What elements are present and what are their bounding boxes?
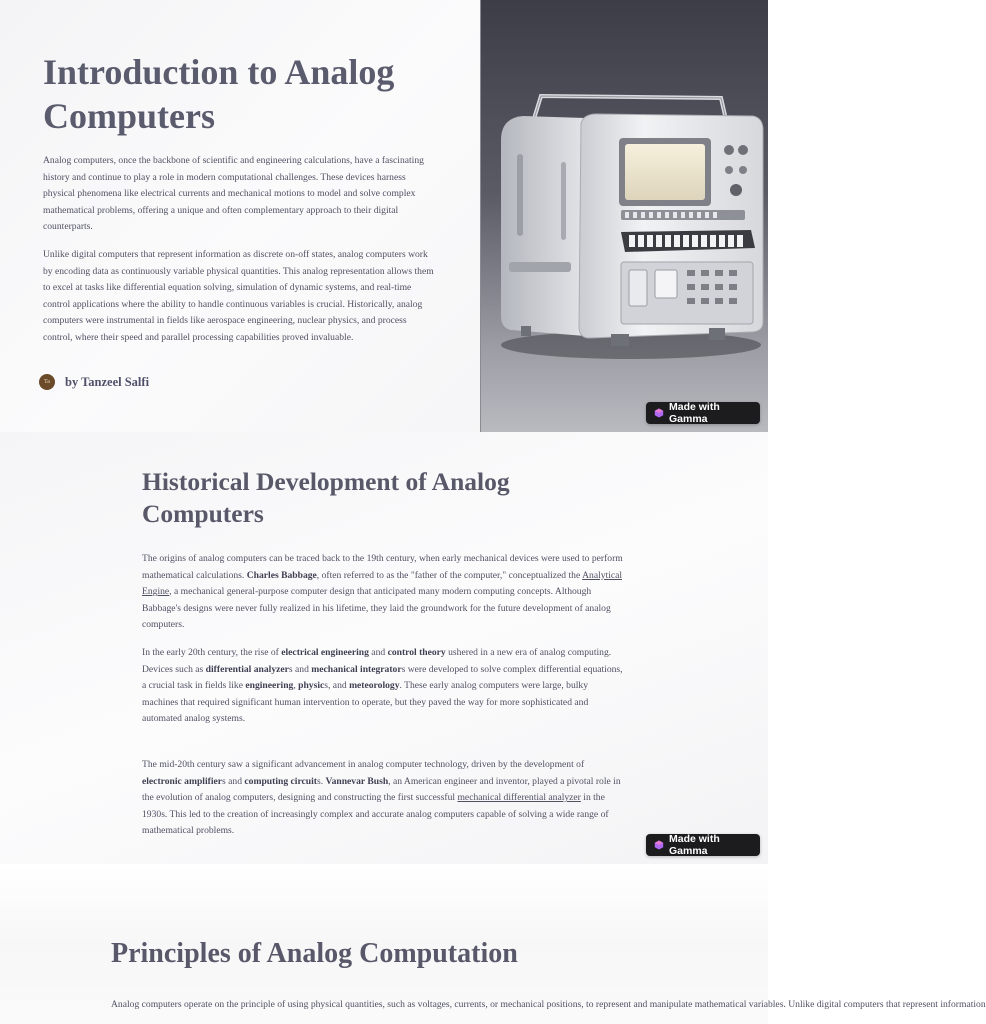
mechanical-differential-analyzer-link[interactable]: mechanical differential analyzer: [457, 792, 581, 804]
history-paragraph-3: The mid-20th century saw a significant advancement in analog computer technology, driven by the development of electronic amplifiers and computing circuits. Vannevar Bush, an American engineer and inventor, played a pivotal role in the evolution of analog computers, designing and constructing the first successful mechanical differential analyzer in the 1930s. This led to the creation of increasingly complex and accurate analog computers capable of solving a wide range of mathematical problems.: [142, 759, 621, 837]
made-with-gamma-badge[interactable]: [646, 834, 760, 856]
history-paragraph-1: The origins of analog computers can be traced back to the 19th century, when early mechanical devices were used to perform mathematical calculations. Charles Babbage, often referred to as the "father of the computer," conceptualized the Analytical Engine, a mechanical general-purpose computer design that anticipated many modern computing concepts. Although Babbage's designs were never fully realized in his lifetime, they laid the groundwork for the future development of analog computers.: [142, 553, 623, 631]
intro-paragraph-2: Unlike digital computers that represent information as discrete on-off states, analog computers work by encoding data as continuously variable physical quantities. This analog representation allows them to excel at tasks like differential equation solving, simulation of dynamic systems, and real-time control applications where the ability to handle continuous variables is crucial. Historically, analog computers were instrumental in fields like aerospace engineering, nuclear physics, and process control, where their speed and parallel processing capabilities proved invaluable.: [43, 249, 434, 343]
gamma-logo-icon: [654, 408, 664, 418]
analytical-engine-link[interactable]: Analytical Engine: [142, 569, 623, 598]
made-with-gamma-badge[interactable]: [646, 402, 760, 424]
slide-introduction: [0, 0, 768, 432]
intro-paragraph-1: Analog computers, once the backbone of scientific and engineering calculations, have a fascinating history and continue to play a role in modern computational challenges. These devices harness physical phenomena like electrical currents and mechanical motions to model and solve complex mathematical problems, offering a unique and often complementary approach to their digital counterparts.: [43, 155, 424, 233]
slide-principles: [0, 864, 986, 1024]
badge-label: Made with Gamma: [669, 833, 720, 857]
hero-image: [480, 0, 768, 432]
slide-title: Introduction to Analog Computers: [43, 52, 395, 136]
slide-historical-development: [0, 432, 768, 864]
badge-label: Made with Gamma: [669, 401, 720, 425]
slide-title: Principles of Analog Computation: [111, 938, 518, 969]
vintage-analog-computer-icon: [481, 0, 769, 432]
avatar: Ta: [39, 374, 55, 390]
history-paragraph-2: In the early 20th century, the rise of electrical engineering and control theory ushered in a new era of analog computing. Devices such as differential analyzers and mechanical integrators were developed to solve complex differential equations, a crucial task in fields like engineering, physics, and meteorology. These early analog computers were large, bulky machines that required significant human intervention to operate, but they paved the way for more sophisticated and automated analog systems.: [142, 647, 623, 725]
principles-paragraph: Analog computers operate on the principle of using physical quantities, such as voltages, currents, or mechanical positions, to represent and manipulate mathematical variables. Unlike digital computers that represent information: [111, 999, 986, 1010]
slide-title: Historical Development of Analog Computers: [142, 467, 510, 528]
gamma-logo-icon: [654, 840, 664, 850]
author-byline: [39, 370, 149, 394]
author-name: by Tanzeel Salfi: [65, 374, 150, 389]
